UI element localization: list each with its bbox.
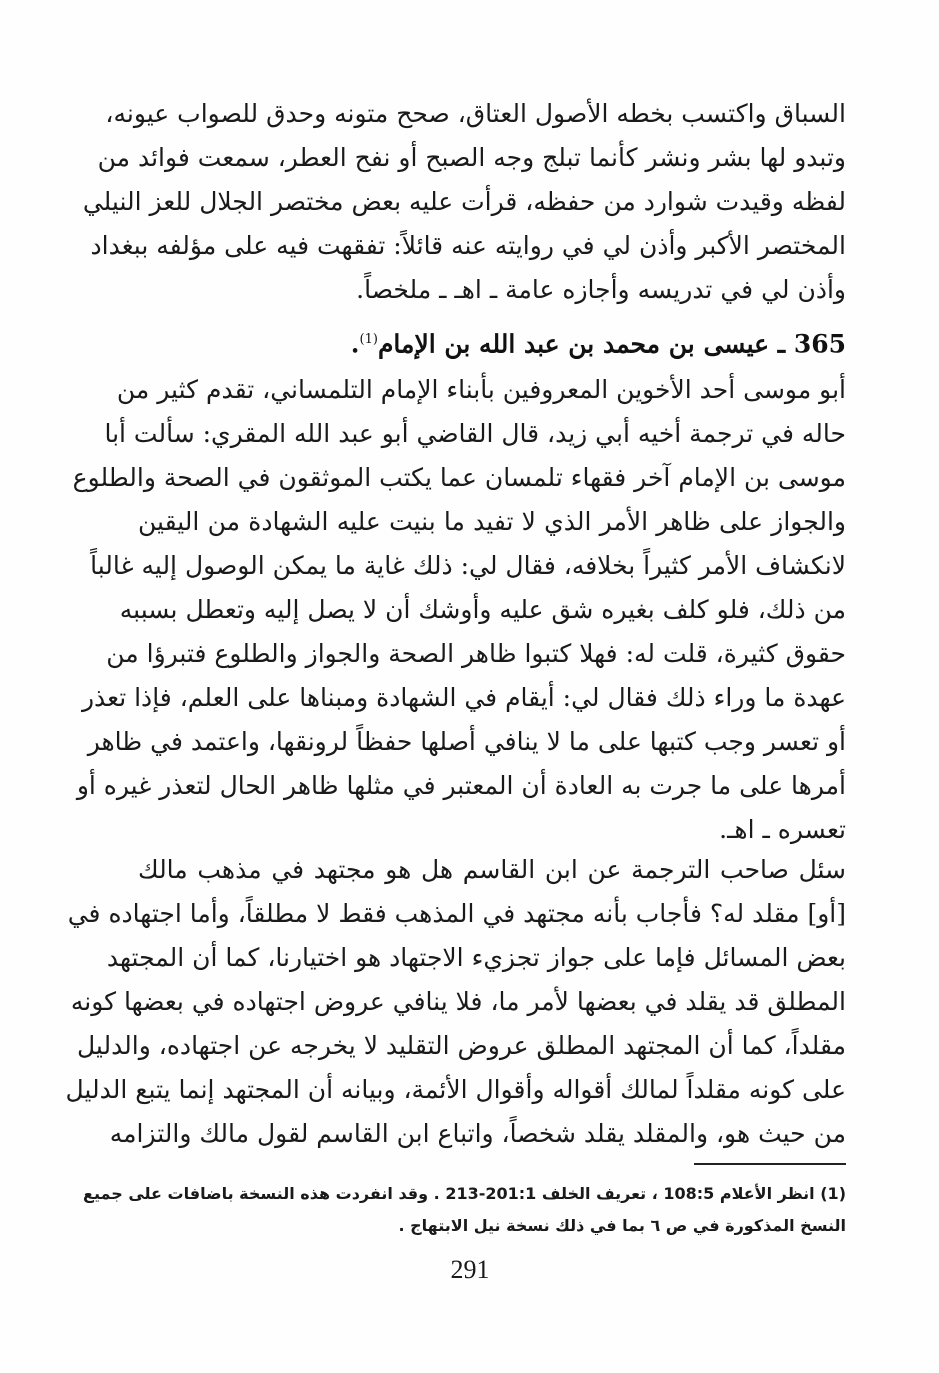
page-number: 291 bbox=[450, 1255, 490, 1284]
text-line: لانكشاف الأمر كثيراً بخلافه، فقال لي: ذلك غاية ما يمكن الوصول إليه غالباً bbox=[90, 551, 846, 580]
text-line: حقوق كثيرة، قلت له: فهلا كتبوا ظاهر الصحة والجواز والطلوع فتبرؤا من bbox=[106, 639, 846, 668]
text-line: مقلداً، كما أن المجتهد المطلق عروض التقليد لا يخرجه عن اجتهاده، والدليل bbox=[76, 1031, 846, 1060]
text-line: [أو] مقلد له؟ فأجاب بأنه مجتهد في المذهب فقط لا مطلقاً، وأما اجتهاده في bbox=[67, 899, 846, 928]
footnote-marker: (1) bbox=[359, 332, 378, 347]
text-line: والجواز على ظاهر الأمر الذي لا تفيد ما بنيت عليه الشهادة من اليقين bbox=[138, 507, 846, 536]
paragraph-2 bbox=[72, 368, 846, 852]
text-line: موسى بن الإمام آخر فقهاء تلمسان عما يكتب الموثقون في الصحة والطلوع bbox=[72, 463, 846, 492]
text-line: عهدة ما وراء ذلك فقال لي: أيقام في الشهادة ومبناها على العلم، فإذا تعذر bbox=[81, 683, 846, 712]
text-line: تعسره ـ اهـ. bbox=[719, 815, 846, 844]
text-line: النسخ المذكورة في ص ٦ بما في ذلك نسخة نيل الابتهاج . bbox=[398, 1216, 846, 1235]
footnote-divider bbox=[694, 1163, 846, 1165]
text-line: أبو موسى أحد الأخوين المعروفين بأبناء الإمام التلمساني، تقدم كثير من bbox=[116, 375, 846, 404]
text-line: لفظه وقيدت شوارد من حفظه، قرأت عليه بعض مختصر الجلال للعز النيلي bbox=[82, 187, 846, 216]
paragraph-1 bbox=[82, 92, 846, 312]
footnote bbox=[83, 1178, 846, 1242]
text-line: من ذلك، فلو كلف بغيره شق عليه وأوشك أن لا يصل إليه وتعطل بسببه bbox=[119, 595, 846, 624]
text-line: سئل صاحب الترجمة عن ابن القاسم هل هو مجتهد في مذهب مالك bbox=[138, 855, 846, 884]
text-line: من حيث هو، والمقلد يقلد شخصاً، واتباع ابن القاسم لقول مالك والتزامه bbox=[109, 1119, 846, 1148]
entry-heading-text: 365 ـ عيسى بن محمد بن عبد الله بن الإمام bbox=[377, 329, 846, 359]
text-line: بعض المسائل فإما على جواز تجزيء الاجتهاد هو اختيارنا، كما أن المجتهد bbox=[106, 943, 846, 972]
entry-heading-suffix: . bbox=[350, 329, 360, 359]
text-line: أمرها على ما جرت به العادة أن المعتبر في مثلها ظاهر الحال لتعذر غيره أو bbox=[76, 771, 846, 800]
text-line: السباق واكتسب بخطه الأصول العتاق، صحح متونه وحدق للصواب عيونه، bbox=[105, 99, 846, 128]
text-line: المطلق قد يقلد في بعضها لأمر ما، فلا ينافي عروض اجتهاده في بعضها كونه bbox=[70, 987, 846, 1016]
text-line: (1) انظر الأعلام 108:5 ، تعريف الخلف 201:1-213 . وقد انفردت هذه النسخة باضافات على جميع bbox=[83, 1184, 846, 1203]
entry-heading bbox=[138, 318, 846, 362]
text-line: المختصر الأكبر وأذن لي في روايته عنه قائلاً: تفقهت فيه على مؤلفه ببغداد bbox=[90, 231, 846, 260]
text-line: وأذن لي في تدريسه وأجازه عامة ـ اهـ ـ ملخصاً. bbox=[356, 275, 846, 304]
text-line: حاله في ترجمة أخيه أبي زيد، قال القاضي أبو عبد الله المقري: سألت أبا bbox=[104, 419, 846, 448]
text-line: أو تعسر وجب كتبها على ما لا ينافي أصلها حفظاً لرونقها، واعتمد في ظاهر bbox=[87, 727, 846, 756]
text-line: وتبدو لها بشر ونشر كأنما تبلج وجه الصبح أو نفح العطر، سمعت فوائد من bbox=[97, 143, 846, 172]
paragraph-3 bbox=[65, 848, 846, 1156]
text-line: على كونه مقلداً لمالك أقواله وأقوال الأئمة، وبيانه أن المجتهد إنما يتبع الدليل bbox=[65, 1075, 846, 1104]
